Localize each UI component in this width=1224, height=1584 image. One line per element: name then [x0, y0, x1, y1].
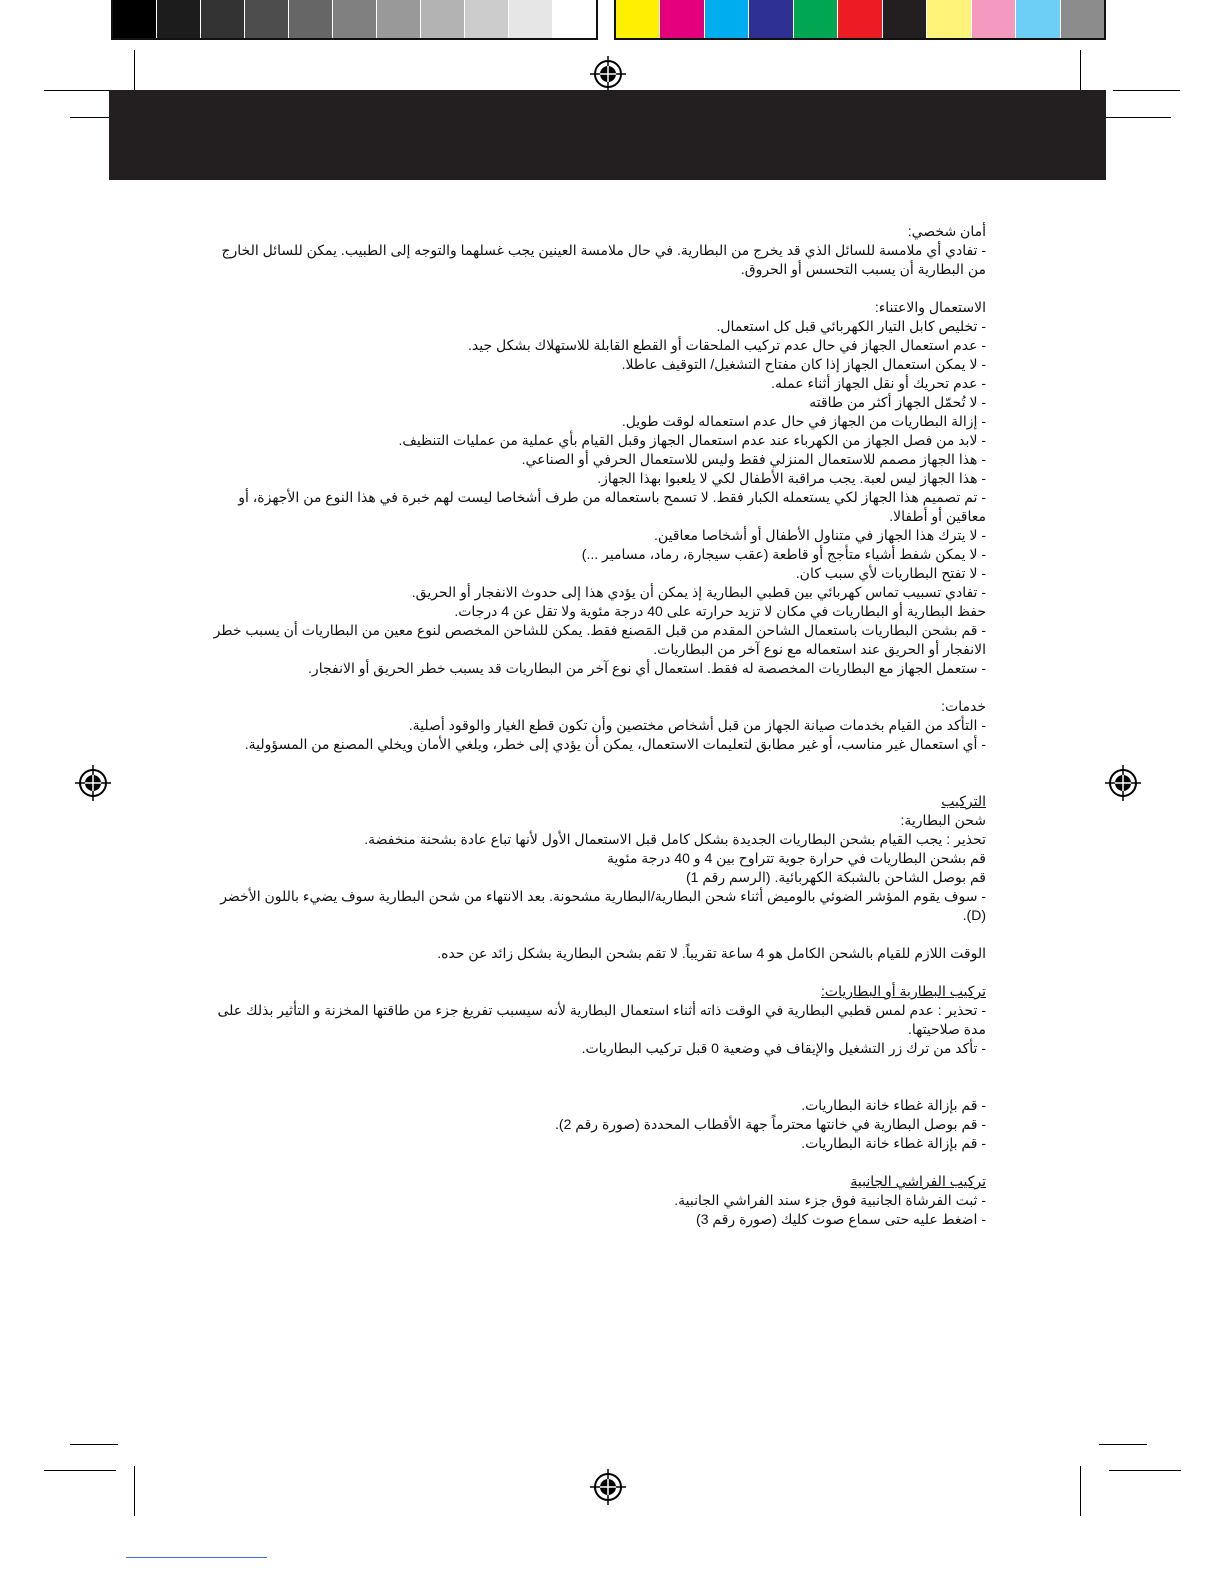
paragraph-line: - تفادي تسبيب تماس كهربائي بين قطبي البطارية إذ يمكن أن يؤدي هذا إلى حدوث الانفجار أو الحريق.: [411, 584, 986, 600]
section-heading: تركيب الفراشي الجانبية: [850, 1173, 986, 1189]
calibration-swatch: [705, 0, 749, 38]
paragraph-line: - عدم تحريك أو نقل الجهاز أثناء عمله.: [771, 375, 986, 391]
section-heading: أمان شخصي:: [907, 223, 986, 239]
registration-target-icon: [1105, 765, 1141, 801]
calibration-swatch: [927, 0, 971, 38]
crop-mark: [1080, 1466, 1081, 1516]
footer-rule: [126, 1557, 267, 1558]
paragraph-line: - تخليص كابل التيار الكهربائي قبل كل استعمال.: [716, 318, 986, 334]
registration-target-icon: [590, 1469, 626, 1505]
paragraph-line: - ستعمل الجهاز مع البطاريات المخصصة له فقط. استعمال أي نوع آخر من البطاريات قد يسبب خطر الحريق أو الانفجار.: [308, 660, 986, 676]
document-section: [210, 697, 986, 754]
color-calibration-bar: [614, 0, 1106, 40]
calibration-swatch: [749, 0, 793, 38]
paragraph-line: - هذا الجهاز ليس لعبة. يجب مراقبة الأطفال لكي لا يلعبوا بهذا الجهاز.: [597, 470, 986, 486]
grayscale-calibration-bar: [111, 0, 598, 40]
crop-mark: [1099, 117, 1171, 118]
paragraph-line: - قم بشحن البطاريات باستعمال الشاحن المقدم من قبل المَصنع فقط. يمكن للشاحن المخصص لنوع معين من البطاريات أن يسبب خطر الانفجار أو الحريق عند استعماله مع نوع آخر من البطاريات.: [213, 622, 986, 657]
registration-target-icon: [590, 56, 626, 92]
calibration-swatch: [1016, 0, 1060, 38]
paragraph-line: - لا تفتح البطاريات لأي سبب كان.: [795, 565, 986, 581]
paragraph-line: - هذا الجهاز مصمم للاستعمال المنزلي فقط وليس للاستعمال الحرفي أو الصناعي.: [521, 451, 986, 467]
calibration-swatch: [838, 0, 882, 38]
calibration-swatch: [201, 0, 245, 38]
calibration-swatch: [794, 0, 838, 38]
document-section: [210, 1172, 986, 1229]
paragraph-line: - أي استعمال غير مناسب، أو غير مطابق لتعليمات الاستعمال، يمكن أن يؤدي إلى خطر، ويلغي الأمان ويخلي المصنع من المسؤولية.: [244, 736, 986, 752]
document-body: [210, 222, 986, 1248]
paragraph-line: - قم بإزالة غطاء خانة البطاريات.: [801, 1097, 986, 1113]
document-section: [210, 982, 986, 1153]
paragraph-line: تحذير : يجب القيام بشحن البطاريات الجديدة بشكل كامل قبل الاستعمال الأول لأنها تباع عادة بشحنة منخفضة.: [364, 831, 986, 847]
crop-mark: [1099, 1444, 1147, 1445]
paragraph-line: شحن البطارية:: [900, 812, 986, 828]
calibration-swatch: [245, 0, 289, 38]
calibration-swatch: [509, 0, 553, 38]
paragraph-line: الوقت اللازم للقيام بالشحن الكامل هو 4 ساعة تقريباً. لا تقم بشحن البطارية بشكل زائد عن حده.: [437, 945, 986, 961]
paragraph-line: - تحذير : عدم لمس قطبي البطارية في الوقت ذاته أثناء استعمال البطارية لأنه سيسبب تفريغ جزء من طاقتها المخزنة و التأثير بذلك على مدة صلاحيتها.: [217, 1002, 986, 1037]
crop-mark: [134, 1466, 135, 1516]
calibration-swatch: [289, 0, 333, 38]
document-section: [210, 298, 986, 678]
paragraph-line: قم بوصل الشاحن بالشبكة الكهربائية. (الرسم رقم 1): [685, 869, 986, 885]
paragraph-line: - لا يمكن شفط أشياء متأجج أو قاطعة (عقب سيجارة، رماد، مسامير ...): [581, 546, 986, 562]
crop-mark: [1080, 50, 1081, 95]
paragraph-line: - لا يترك هذا الجهاز في متناول الأطفال أو أشخاصا معاقين.: [654, 527, 986, 543]
section-heading: التركيب: [941, 793, 986, 809]
header-band: [109, 90, 1106, 180]
paragraph-line: - تأكد من ترك زر التشغيل والإيقاف في وضعية 0 قبل تركيب البطاريات.: [581, 1040, 986, 1056]
registration-target-icon: [75, 765, 111, 801]
paragraph-line: - اضغط عليه حتى سماع صوت كليك (صورة رقم 3): [696, 1211, 986, 1227]
crop-mark: [1109, 1470, 1181, 1471]
calibration-swatch: [333, 0, 377, 38]
paragraph-line: - لا يمكن استعمال الجهاز إذا كان مفتاح التشغيل/ التوقيف عاطلا.: [621, 356, 986, 372]
crop-mark: [70, 1444, 118, 1445]
calibration-swatch: [157, 0, 201, 38]
calibration-swatch: [377, 0, 421, 38]
paragraph-line: - تفادي أي ملامسة للسائل الذي قد يخرج من البطارية. في حال ملامسة العينين يجب غسلهما والتوجه إلى الطبيب. يمكن للسائل الخارج من البطارية أن يسبب التحسس أو الحروق.: [221, 242, 986, 277]
paragraph-line: - قم بإزالة غطاء خانة البطاريات.: [801, 1135, 986, 1151]
calibration-swatch: [1061, 0, 1104, 38]
section-heading: خدمات:: [941, 698, 986, 714]
calibration-swatch: [421, 0, 465, 38]
crop-mark: [44, 90, 116, 91]
paragraph-line: - لابد من فصل الجهاز من الكهرباء عند عدم استعمال الجهاز وقبل القيام بأي عملية من عمليات التنظيف.: [398, 432, 986, 448]
document-section: [210, 792, 986, 963]
calibration-swatch: [616, 0, 660, 38]
calibration-swatch: [972, 0, 1016, 38]
paragraph-line: - إزالة البطاريات من الجهاز في حال عدم استعماله لوقت طويل.: [621, 413, 986, 429]
paragraph-line: قم بشحن البطاريات في حرارة جوية تتراوح بين 4 و 40 درجة مئوية: [607, 850, 986, 866]
paragraph-line: - لا تُحمّل الجهاز أكثر من طاقته: [809, 394, 986, 410]
crop-mark: [134, 50, 135, 95]
paragraph-line: - ثبت الفرشاة الجانبية فوق جزء سند الفراشي الجانبية.: [674, 1192, 986, 1208]
paragraph-line: - عدم استعمال الجهاز في حال عدم تركيب الملحقات أو القطع القابلة للاستهلاك بشكل جيد.: [468, 337, 986, 353]
calibration-swatch: [660, 0, 704, 38]
paragraph-line: - التأكد من القيام بخدمات صيانة الجهاز من قبل أشخاص مختصين وأن تكون قطع الغيار والوقود أصلية.: [408, 717, 986, 733]
calibration-swatch: [883, 0, 927, 38]
document-section: [210, 222, 986, 279]
section-heading: الاستعمال والاعتناء:: [874, 299, 986, 315]
section-heading: تركيب البطارية أو البطاريات:: [821, 983, 986, 999]
paragraph-line: - سوف يقوم المؤشر الضوئي بالوميض أثناء شحن البطارية/البطارية مشحونة. بعد الانتهاء من شحن البطارية سوف يضيء باللون الأخضر (D).: [220, 888, 986, 923]
paragraph-line: حفظ البطارية أو البطاريات في مكان لا تزيد حرارته على 40 درجة مئوية ولا تقل عن 4 درجات.: [454, 603, 986, 619]
crop-mark: [44, 1470, 116, 1471]
calibration-swatch: [465, 0, 509, 38]
calibration-swatch: [553, 0, 596, 38]
crop-mark: [1113, 90, 1180, 91]
paragraph-line: - قم بوصل البطارية في خانتها محترماً جهة الأقطاب المحددة (صورة رقم 2).: [555, 1116, 986, 1132]
calibration-swatch: [113, 0, 157, 38]
paragraph-line: - تم تصميم هذا الجهاز لكي يستعمله الكبار فقط. لا تسمح باستعماله من طرف أشخاصا ليست لهم خبرة في هذا النوع من الأجهزة، أو معاقين أو أطفالا.: [238, 489, 986, 524]
